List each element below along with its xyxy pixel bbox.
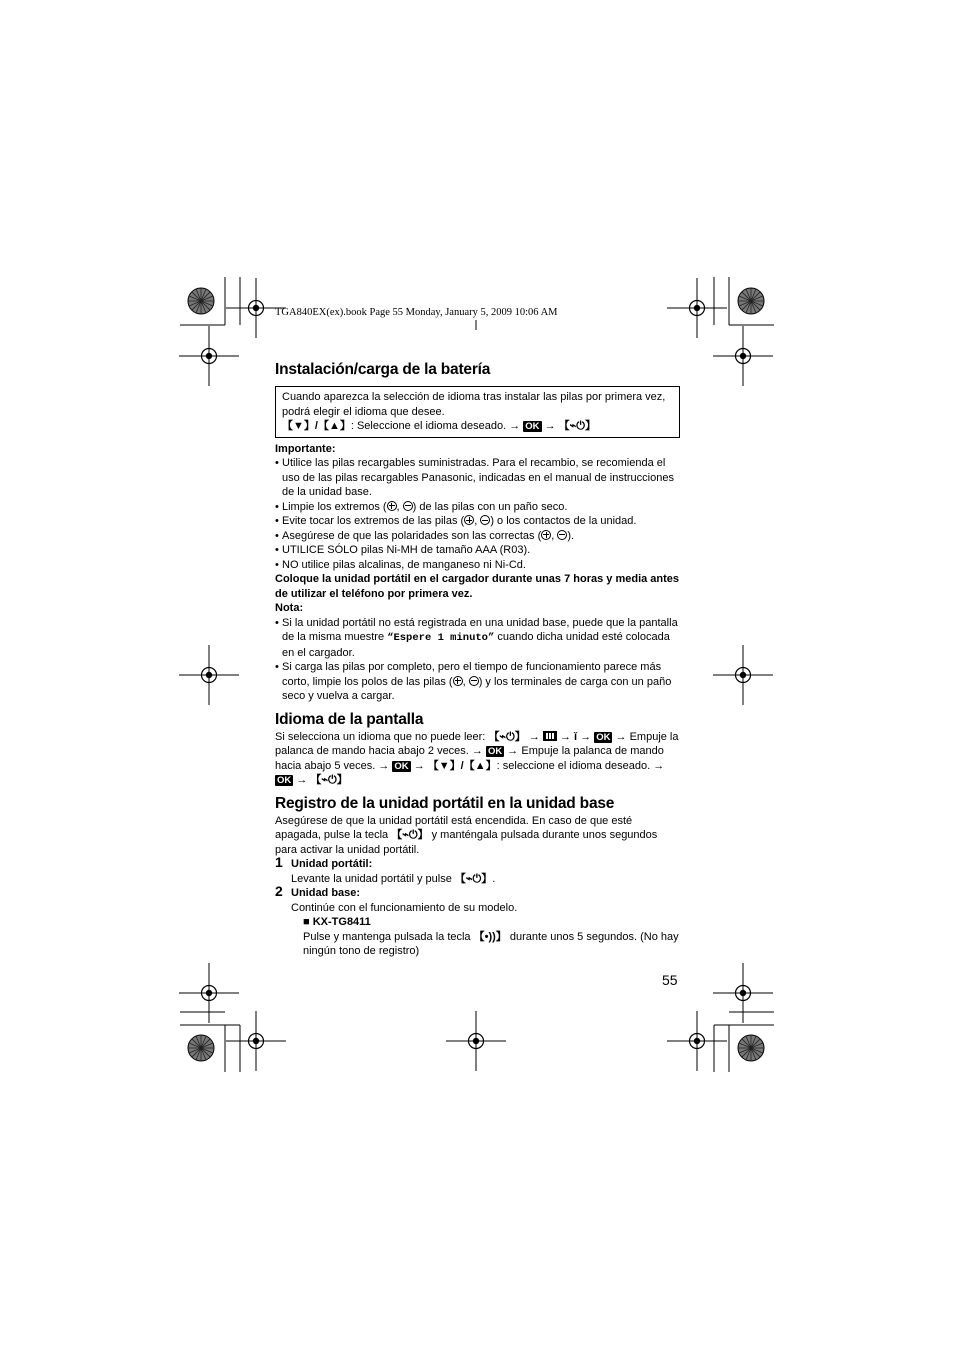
off-power-key-icon: 【⌁⏻】 xyxy=(558,420,596,432)
plus-terminal-icon xyxy=(464,515,474,525)
registration-intro: Asegúrese de que la unidad portátil está encendida. En caso de que esté apagada, pulse la tecla 【⌁⏻】 y manténgala pulsada durante unos segundos para activar la unidad portátil. xyxy=(275,814,658,856)
arrow-icon: → xyxy=(653,759,665,772)
page-number: 55 xyxy=(662,972,678,988)
arrow-icon: → xyxy=(509,420,521,432)
registration-mark-icon xyxy=(667,278,727,338)
section-title-display-language: Idioma de la pantalla xyxy=(275,710,424,728)
list-item: • Evite tocar los extremos de las pilas ( , ) o los contactos de la unidad. xyxy=(275,514,680,529)
step-1 xyxy=(275,854,680,886)
registration-mark-icon xyxy=(179,645,239,705)
list-item: • Limpie los extremos ( , ) de las pilas con un paño seco. xyxy=(275,500,680,515)
minus-terminal-icon xyxy=(469,676,479,686)
list-item: • Si la unidad portátil no está registrada en una unidad base, puede que la pantalla de la misma muestre “Espere 1 minuto” cuando dicha unidad esté colocada en el cargador. xyxy=(275,616,680,661)
registration-mark-icon xyxy=(179,963,239,1023)
important-list xyxy=(275,456,680,572)
ok-key-icon: OK xyxy=(487,746,503,757)
plus-terminal-icon xyxy=(541,530,551,540)
registration-mark-icon xyxy=(713,963,773,1023)
display-language-paragraph: Si selecciona un idioma que no puede leer: 【⌁⏻】 → → ǐ → OK → Empuje la palanca de mando hacia abajo 2 veces. → OK → Empuje la palanca de mando hacia abajo 5 veces. → OK → 【▼】/【▲】: seleccione el idioma deseado. → OK → 【⌁⏻】 xyxy=(275,730,679,786)
arrow-icon: → xyxy=(413,759,425,772)
step-number: 1 xyxy=(275,854,283,870)
important-label: Importante: xyxy=(275,442,336,455)
note-label: Nota: xyxy=(275,602,304,614)
display-message: “Espere 1 minuto” xyxy=(387,632,495,644)
ok-key-icon: OK xyxy=(596,731,611,743)
step-label: Unidad portátil: xyxy=(291,858,373,870)
off-power-key-icon: 【⌁⏻】 xyxy=(310,774,348,786)
step-2 xyxy=(275,883,680,959)
plus-terminal-icon xyxy=(387,501,397,511)
registration-mark-icon xyxy=(179,326,239,386)
page-content xyxy=(275,360,680,959)
registration-mark-icon xyxy=(713,326,773,386)
handset-setup-icon: ǐ xyxy=(574,730,578,743)
minus-terminal-icon xyxy=(480,515,490,525)
ok-key-icon: OK xyxy=(394,760,409,772)
list-item: • UTILICE SÓLO pilas Ni-MH de tamaño AAA (R03). xyxy=(275,543,680,558)
off-power-key-icon: 【⌁⏻】 xyxy=(391,829,429,841)
list-item: • Asegúrese de que las polaridades son las correctas ( , ). xyxy=(275,529,680,544)
registration-mark-icon xyxy=(226,1011,286,1071)
print-header-line: TGA840EX(ex).book Page 55 Monday, January 5, 2009 10:06 AM xyxy=(275,307,558,318)
section-title-battery: Instalación/carga de la batería xyxy=(275,361,491,378)
star-target-icon xyxy=(738,288,764,314)
star-target-icon xyxy=(188,1035,214,1061)
model-heading: ■ KX-TG8411 xyxy=(303,916,371,928)
registration-mark-icon xyxy=(446,1011,506,1071)
step-text: Levante la unidad portátil y pulse 【⌁⏻】. xyxy=(291,872,496,885)
language-selection-box xyxy=(275,386,680,438)
star-target-icon xyxy=(188,288,214,314)
menu-key-icon xyxy=(543,731,557,741)
up-down-keys: 【▼】/【▲】 xyxy=(282,420,351,432)
box-instruction-text: : Seleccione el idioma deseado. xyxy=(350,420,507,432)
list-item: • NO utilice pilas alcalinas, de manganeso ni Ni-Cd. xyxy=(275,558,680,573)
step-number: 2 xyxy=(275,883,283,899)
arrow-icon: → xyxy=(559,730,571,743)
step-text: Continúe con el funcionamiento de su modelo. xyxy=(291,901,518,914)
ok-key-icon: OK xyxy=(277,775,292,786)
ok-key-icon: OK xyxy=(525,421,540,432)
list-item: • Si carga las pilas por completo, pero el tiempo de funcionamiento parece más corto, limpie los polos de las pilas ( , ) y los terminales de carga con un paño seco y vuelva a cargar. xyxy=(275,660,680,704)
arrow-icon: → xyxy=(296,774,308,786)
charging-note: Coloque la unidad portátil en el cargador durante unas 7 horas y media antes de utilizar el teléfono por primera vez. xyxy=(275,573,680,600)
minus-terminal-icon xyxy=(557,530,567,540)
section-title-registration: Registro de la unidad portátil en la unidad base xyxy=(275,794,615,812)
off-power-key-icon: 【⌁⏻】 xyxy=(454,872,493,885)
locator-key-icon: 【•))】 xyxy=(473,930,507,943)
registration-mark-icon xyxy=(667,1011,727,1071)
up-down-keys: 【▼】/【▲】 xyxy=(427,759,497,772)
arrow-icon: → xyxy=(528,730,540,743)
plus-terminal-icon xyxy=(453,676,463,686)
model-text: Pulse y mantenga pulsada la tecla 【•))】 durante unos 5 segundos. (No hay ningún tono de registro) xyxy=(303,930,679,957)
arrow-icon: → xyxy=(507,745,519,757)
arrow-icon: → xyxy=(615,730,627,743)
arrow-icon: → xyxy=(378,759,390,772)
registration-mark-icon xyxy=(713,645,773,705)
arrow-icon: → xyxy=(544,420,556,432)
note-list xyxy=(275,616,680,704)
model-block xyxy=(291,915,680,959)
arrow-icon: → xyxy=(580,730,592,743)
star-target-icon xyxy=(738,1035,764,1061)
square-bullet-icon: ■ xyxy=(303,916,310,928)
list-item: • Utilice las pilas recargables suministradas. Para el recambio, se recomienda el uso de las pilas recargables Panasonic, indicadas en el manual de instrucciones de la unidad base. xyxy=(275,456,680,500)
box-instruction xyxy=(282,419,674,434)
minus-terminal-icon xyxy=(403,501,413,511)
step-label: Unidad base: xyxy=(291,887,361,899)
arrow-icon: → xyxy=(471,745,483,757)
off-power-key-icon: 【⌁⏻】 xyxy=(488,730,526,743)
box-text: Cuando aparezca la selección de idioma tras instalar las pilas por primera vez, podrá elegir el idioma que desee. xyxy=(282,391,666,418)
